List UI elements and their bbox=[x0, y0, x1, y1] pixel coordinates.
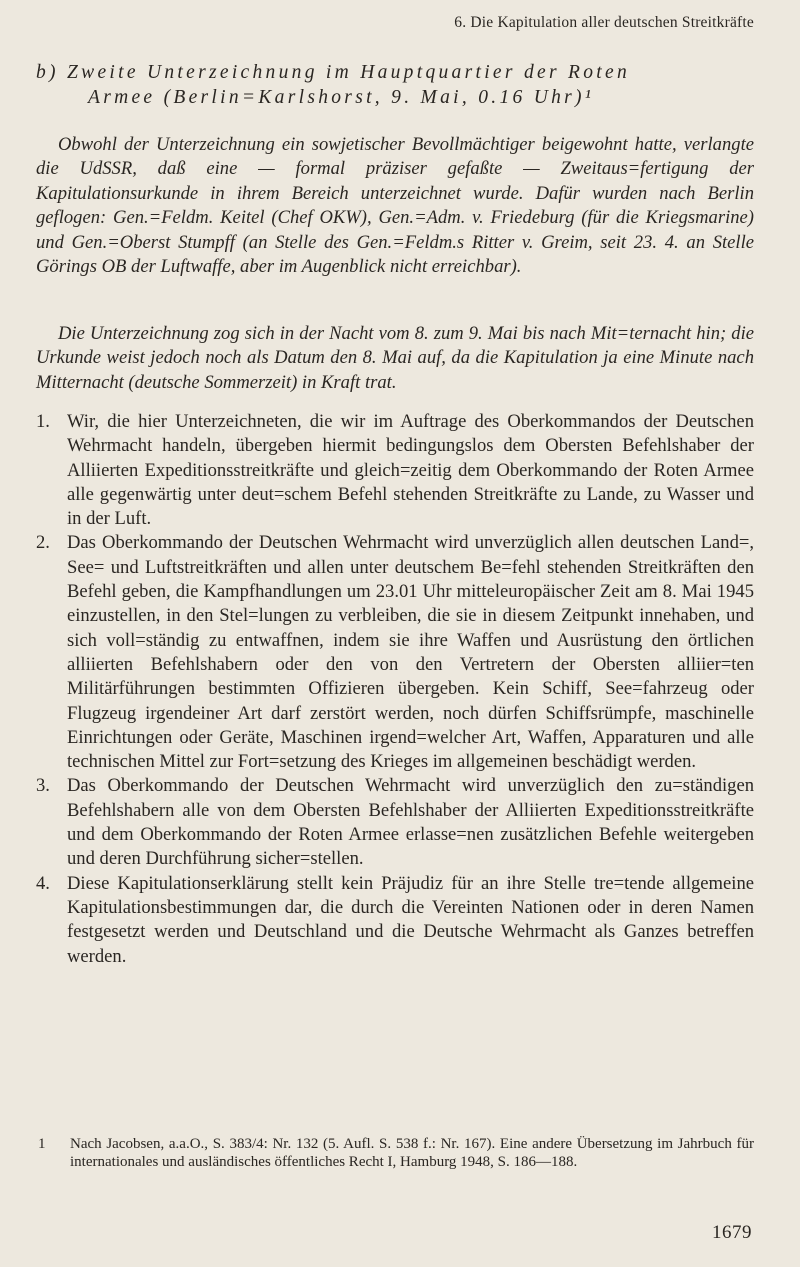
article-4 bbox=[36, 872, 754, 969]
article-2 bbox=[36, 531, 754, 774]
article-number: 4. bbox=[36, 872, 50, 894]
second-paragraph: Die Unterzeichnung zog sich in der Nacht vom 8. zum 9. Mai bis nach Mit=ternacht hin; die Urkunde weist jedoch noch als Datum den 8. Mai auf, da die Kapitulation ja eine Minute nach Mitternacht (deutsche Sommerzeit) in Kraft trat. bbox=[36, 323, 754, 393]
footnote bbox=[36, 1136, 754, 1171]
article-text: Das Oberkommando der Deutschen Wehrmacht wird unverzüglich den zu=ständigen Befehlshabern alle von dem Obersten Befehlshaber der Alliierten Expeditionsstreitkräfte und dem Oberkommando der Roten Armee erlasse=nen zusätzlichen Befehle weitergeben und deren Durchführung sicher=stellen. bbox=[67, 775, 754, 870]
article-text: Diese Kapitulationserklärung stellt kein Präjudiz für an ihre Stelle tre=tende allgemeine Kapitulationsbestimmungen dar, die durch die Vereinten Nationen oder in deren Namen festgesetzt werden und Deutschland und die Deutsche Wehrmacht als Ganzes betreffen werden. bbox=[67, 872, 754, 967]
article-number: 2. bbox=[36, 532, 50, 554]
article-text: Wir, die hier Unterzeichneten, die wir im Auftrage des Oberkommandos der Deutschen Wehrmacht handeln, übergeben hiermit bedingungslos dem Obersten Befehlshaber der Alliierten Expeditionsstreitkräfte und gleich=zeitig dem Oberkommando der Roten Armee alle gegenwärtig unter deut=schem Befehl stehenden Streitkräfte zu Lande, zu Wasser und in der Luft. bbox=[67, 411, 754, 530]
footnote-number: 1 bbox=[38, 1136, 46, 1152]
footnote-text: Nach Jacobsen, a.a.O., S. 383/4: Nr. 132 (5. Aufl. S. 538 f.: Nr. 167). Eine andere Übersetzung im Jahrbuch für internationales und ausländisches öffentliches Recht I, Hamburg 1948, S. 186—188. bbox=[70, 1136, 754, 1170]
article-number: 3. bbox=[36, 775, 50, 797]
page-number: 1679 bbox=[712, 1222, 752, 1243]
document-page bbox=[36, 0, 754, 1267]
intro-paragraph: Obwohl der Unterzeichnung ein sowjetischer Bevollmächtiger beigewohnt hatte, verlangte die UdSSR, daß eine — formal präziser gefaßte — Zweitaus=fertigung der Kapitulationsurkunde in ihrem Bereich unterzeichnet wurde. Dafür wurden nach Berlin geflogen: Gen.=Feldm. Keitel (Chef OKW), Gen.=Adm. v. Friedeburg (für die Kriegsmarine) und Gen.=Oberst Stumpff (an Stelle des Gen.=Feldm.s Ritter v. Greim, seit 23. 4. an Stelle Görings OB der Luftwaffe, aber im Augenblick nicht erreichbar). bbox=[36, 134, 754, 278]
section-heading-line-1: b) Zweite Unterzeichnung im Hauptquartier der Roten bbox=[36, 62, 630, 83]
article-number: 1. bbox=[36, 411, 50, 432]
running-head: 6. Die Kapitulation aller deutschen Streitkräfte bbox=[454, 14, 754, 31]
article-1 bbox=[36, 410, 754, 531]
article-text: Das Oberkommando der Deutschen Wehrmacht wird unverzüglich allen deutschen Land=, See= und Luftstreitkräften und allen unter deutschem Be=fehl stehenden Streitkräften den Befehl geben, die Kampfhandlungen um 23.01 Uhr mitteleuropäischer Zeit am 8. Mai 1945 einzustellen, in den Stel=lungen zu verbleiben, die sie in diesem Zeitpunkt innehaben, und sich voll=ständig zu entwaffnen, indem sie ihre Waffen und Ausrüstung den örtlichen alliierten Befehlshabern oder den von den Vertretern der Obersten alliier=ten Militärführungen bestimmten Offizieren übergeben. Kein Schiff, See=fahrzeug oder Flugzeug irgendeiner Art darf zerstört werden, noch dürfen Schiffsrümpfe, maschinelle Einrichtungen oder Geräte, Maschinen irgend=welcher Art, Waffen, Apparaturen und alle technischen Mittel zur Fort=setzung des Krieges im allgemeinen beschädigt werden. bbox=[67, 532, 754, 773]
capitulation-articles bbox=[36, 410, 754, 969]
section-heading bbox=[36, 60, 754, 110]
article-3 bbox=[36, 774, 754, 871]
section-heading-line-2: Armee (Berlin=Karlshorst, 9. Mai, 0.16 Uhr)¹ bbox=[88, 87, 594, 108]
